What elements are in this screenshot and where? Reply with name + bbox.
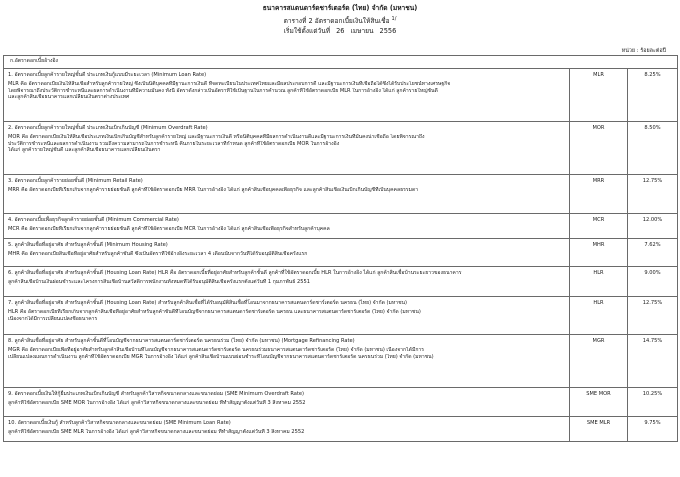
rate-description-line: MHR คือ อัตราดอกเบี้ยสินเชื่อที่อยู่อาศัยสำหรับลูกค้าชั้นดี ซึ่งเป็นอัตราที่ใช้อ้างอิงระยะเวลา 4 เดือนนับจากวันที่ได้รับอนุมัติสินเชื่อครั้งแรก — [8, 251, 308, 258]
rate-title: 6. ลูกค้าสินเชื่อที่อยู่อาศัย สำหรับลูกค้าชั้นดี (Housing Loan Rate) HLR คือ อัตราดอกเบี้ยที่อยู่อาศัยสำหรับลูกค้าชั้นดี ลูกค้าที่ใช้อัตราดอกเบี้ย HLR ในการอ้างอิง ได้แก่ ลูกค้าสินเชื่อบ้านระยะยาวของธนาคาร — [8, 270, 462, 276]
table-row — [4, 297, 678, 335]
rate-code: MCR — [570, 214, 628, 239]
rate-description-line: และลูกค้าสินเชื่อธนาคารแลกเปลี่ยนเงินตราต่างประเทศ — [8, 94, 130, 101]
rate-description-line: MOR คือ อัตราดอกเบี้ยเงินให้สินเชื่อประเภทเงินเบิกเกินบัญชีสำหรับลูกค้ารายใหญ่ และมีฐานะการเงินดี หรือนิติบุคคลที่มีผลการดำเนินงานดีและมีฐานะการเงินที่มั่นคงน่าเชื่อถือ โดยพิจารณาถึง — [8, 134, 425, 141]
rate-code: MLR — [570, 69, 628, 122]
rate-title: 2. อัตราดอกเบี้ยลูกค้ารายใหญ่ชั้นดี ประเภทเงินเบิกเกินบัญชี (Minimum Overdraft Rate) — [8, 125, 208, 131]
table-title-text: ตารางที่ 2 อัตราดอกเบี้ยเงินให้สินเชื่อ — [283, 17, 390, 26]
rate-title: 8. ลูกค้าสินเชื่อที่อยู่อาศัย สำหรับลูกค้าชั้นดีที่โอนบัญชีจากธนาคารสแตนดาร์ดชาร์เตอร์ด นครธนร่วม (ไทย) จำกัด (มหาชน) (Mortgage Refinancing Rate) — [8, 338, 355, 344]
effective-day: 26 — [336, 27, 345, 35]
rate-value: 12.75% — [628, 175, 678, 214]
rate-value: 9.00% — [628, 267, 678, 297]
rate-value: 10.25% — [628, 388, 678, 417]
rates-table — [3, 55, 678, 442]
rate-title: 5. ลูกค้าสินเชื่อที่อยู่อาศัย สำหรับลูกค้าชั้นดี (Minimum Housing Rate) — [8, 242, 168, 248]
rate-value: 12.00% — [628, 214, 678, 239]
rate-value: 8.50% — [628, 122, 678, 175]
rate-description — [4, 239, 570, 267]
rate-description-line: MGR คือ อัตราดอกเบี้ยเพื่อที่อยู่อาศัยสำหรับลูกค้าสินเชื่อบ้านที่โอนบัญชีจากธนาคารสแตนดาร์ดชาร์เตอร์ด นครธนร่วมธนาคารสแตนดาร์ดชาร์เตอร์ด (ไทย) จำกัด (มหาชน) เนื่องจากได้มีการ — [8, 347, 425, 354]
rate-description-line: ประวัติการชำระหนี้และผลการดำเนินงาน รวมถึงความสามารถในการชำระหนี้ คืนภายในระยะเวลาที่กำหนด ลูกค้าที่ใช้อัตราดอกเบี้ย MOR ในการอ้างอิง — [8, 140, 340, 147]
rate-description — [4, 69, 570, 122]
rate-description-line: MCR คือ อัตราดอกเบี้ยที่เรียกเก็บจากลูกค้ารายย่อยชั้นดี ลูกค้าที่ใช้อัตราดอกเบี้ย MCR ในการอ้างอิง ได้แก่ ลูกค้าสินเชื่อเพื่อธุรกิจสำหรับลูกค้าบุคคล — [8, 226, 330, 233]
rate-code: MOR — [570, 122, 628, 175]
rate-description-line: โดยพิจารณาถึงประวัติการชำระหนี้และผลการดำเนินงานที่มีความมั่นคง ทั้งนี้ อัตราดังกล่าวเป็นอัตราที่ใช้เป็นฐานในการคำนวณ ลูกค้าที่ใช้อัตราดอกเบี้ย MLR ในการอ้างอิง ได้แก่ ลูกค้ารายใหญ่ชั้นดี — [8, 87, 438, 94]
table-row — [4, 69, 678, 122]
rate-description-line: เนื่องจากได้มีการเปลี่ยนแปลงชื่อธนาคาร — [8, 315, 98, 322]
table-row — [4, 239, 678, 267]
table-row — [4, 335, 678, 388]
rate-description-line: ลูกค้าที่ใช้อัตราดอกเบี้ย SME MOR ในการอ้างอิง ได้แก่ ลูกค้าวิสาหกิจขนาดกลางและขนาดย่อม ที่ทำสัญญาตั้งแต่วันที่ 3 สิงหาคม 2552 — [8, 400, 306, 407]
table-row — [4, 388, 678, 417]
rate-description-line: MLR คือ อัตราดอกเบี้ยเงินให้สินเชื่อสำหรับลูกค้ารายใหญ่ ซึ่งเป็นนิติบุคคลที่มีฐานะการเงินดี ที่จดทะเบียนในประเทศไทยและมีผลประกอบการดี และมีฐานะการเงินที่เชื่อถือได้ซึ่งได้รับประโยชน์ทางเศรษฐกิจ — [8, 81, 451, 88]
rate-description — [4, 388, 570, 417]
effective-date — [0, 27, 680, 35]
rate-description-line: HLR คือ อัตราดอกเบี้ยที่เรียกเก็บจากลูกค้าสินเชื่อที่อยู่อาศัยสำหรับลูกค้าชั้นดีที่โอนบัญชีจากธนาคารสแตนดาร์ดชาร์เตอร์ด นครธน และธนาคารสแตนดาร์ดชาร์เตอร์ด (ไทย) จำกัด (มหาชน) — [8, 309, 421, 316]
rate-value: 9.75% — [628, 417, 678, 442]
rate-title: 4. อัตราดอกเบี้ยเพื่อธุรกิจลูกค้ารายย่อยชั้นดี (Minimum Commercial Rate) — [8, 217, 179, 223]
rate-value: 12.75% — [628, 297, 678, 335]
footnote-mark: 1/ — [391, 16, 397, 22]
rate-description — [4, 214, 570, 239]
section-row — [4, 56, 678, 69]
rate-code: HLR — [570, 267, 628, 297]
rates-table-body — [4, 56, 678, 442]
rate-description-line: ได้แก่ ลูกค้ารายใหญ่ชั้นดี และลูกค้าสินเชื่อธนาคารแลกเปลี่ยนเงินตรา — [8, 147, 161, 154]
rate-code: HLR — [570, 297, 628, 335]
rate-description — [4, 417, 570, 442]
rate-title: 3. อัตราดอกเบี้ยลูกค้ารายย่อยชั้นดี (Minimum Retail Rate) — [8, 178, 143, 184]
effective-month: เมษายน — [350, 27, 374, 35]
effective-year: 2556 — [379, 27, 397, 35]
rate-description-line: ลูกค้าสินเชื่อบ้านเงินผ่อนชำระและโครงการสินเชื่อบ้านสวัสดิการพนักงานทั้งหมดที่ได้รับอนุมัติสินเชื่อครั้งแรกตั้งแต่วันที่ 1 กุมภาพันธ์ 2551 — [8, 279, 310, 286]
unit-label: หน่วย : ร้อยละต่อปี — [621, 48, 666, 54]
rate-description-line: ลูกค้าที่ใช้อัตราดอกเบี้ย SME MLR ในการอ้างอิง ได้แก่ ลูกค้าวิสาหกิจขนาดกลางและขนาดย่อม ที่ทำสัญญาตั้งแต่วันที่ 3 สิงหาคม 2552 — [8, 429, 305, 436]
rate-code: MGR — [570, 335, 628, 388]
rate-title: 1. อัตราดอกเบี้ยลูกค้ารายใหญ่ชั้นดี ประเภทเงินกู้แบบมีระยะเวลา (Minimum Loan Rate) — [8, 72, 207, 78]
rate-code: MHR — [570, 239, 628, 267]
bank-name: ธนาคารสแตนดาร์ดชาร์เตอร์ด (ไทย) จำกัด (มหาชน) — [262, 4, 418, 12]
table-title — [0, 15, 680, 25]
rate-description — [4, 175, 570, 214]
rate-code: SME MOR — [570, 388, 628, 417]
rate-description-line: เปลี่ยนแปลงแผนการดำเนินงาน ลูกค้าที่ใช้อัตราดอกเบี้ย MGR ในการอ้างอิง ได้แก่ ลูกค้าสินเชื่อบ้านแบบผ่อนชำระที่โอนบัญชีจากธนาคารสแตนดาร์ดชาร์เตอร์ด นครธนร่วม (ไทย) จำกัด (มหาชน) — [8, 353, 434, 360]
rate-title: 7. ลูกค้าสินเชื่อที่อยู่อาศัย สำหรับลูกค้าชั้นดี (Housing Loan Rate) สำหรับลูกค้าสินเชื่อที่ได้รับอนุมัติสินเชื่อที่โอนมาจากธนาคารสแตนดาร์ดชาร์เตอร์ด นครธน (ไทย) จำกัด (มหาชน) — [8, 300, 408, 306]
table-row — [4, 122, 678, 175]
rate-description-line: MRR คือ อัตราดอกเบี้ยที่เรียกเก็บจากลูกค้ารายย่อยชั้นดี ลูกค้าที่ใช้อัตราดอกเบี้ย MRR ในการอ้างอิง ได้แก่ ลูกค้าสินเชื่อบุคคลเพื่อธุรกิจ และลูกค้าสินเชื่อเงินเบิกเกินบัญชีที่เป็นบุคคลธรรมดา — [8, 187, 419, 194]
rate-value: 8.25% — [628, 69, 678, 122]
rate-title: 9. อัตราดอกเบี้ยเงินให้กู้ยืมประเภทเงินเบิกเกินบัญชี สำหรับลูกค้าวิสาหกิจขนาดกลางและขนาดย่อม (SME Minimum Overdraft Rate) — [8, 391, 305, 397]
rate-value: 14.75% — [628, 335, 678, 388]
table-row — [4, 175, 678, 214]
rate-code: MRR — [570, 175, 628, 214]
rate-code: SME MLR — [570, 417, 628, 442]
table-row — [4, 417, 678, 442]
table-row — [4, 267, 678, 297]
effective-label: เริ่มใช้ตั้งแต่วันที่ — [283, 27, 331, 35]
rate-description — [4, 335, 570, 388]
rate-description — [4, 267, 570, 297]
section-label: ก.อัตราดอกเบี้ยอ้างอิง — [4, 56, 678, 69]
rate-value: 7.62% — [628, 239, 678, 267]
rate-title: 10. อัตราดอกเบี้ยเงินกู้ สำหรับลูกค้าวิสาหกิจขนาดกลางและขนาดย่อม (SME Minimum Loan Rate) — [8, 420, 231, 426]
rate-description — [4, 122, 570, 175]
table-row — [4, 214, 678, 239]
rate-description — [4, 297, 570, 335]
